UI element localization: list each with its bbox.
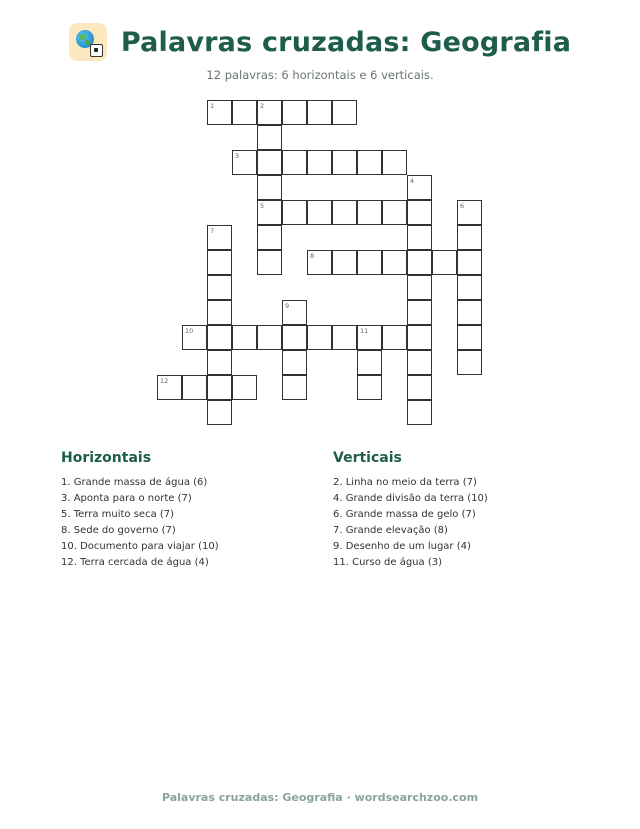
- grid-cell[interactable]: [407, 200, 432, 225]
- grid-cell[interactable]: [207, 350, 232, 375]
- grid-cell[interactable]: [257, 125, 282, 150]
- grid-cell[interactable]: [332, 200, 357, 225]
- down-clue-list: [333, 475, 593, 571]
- clue-number: 1: [210, 102, 215, 110]
- grid-cell[interactable]: [282, 350, 307, 375]
- globe-logo-icon: [69, 23, 107, 61]
- grid-cell[interactable]: [407, 225, 432, 250]
- grid-cell[interactable]: [232, 325, 257, 350]
- grid-cell[interactable]: [282, 300, 307, 325]
- grid-cell[interactable]: [407, 375, 432, 400]
- clue-item: 1. Grande massa de água (6): [61, 477, 208, 488]
- grid-cell[interactable]: [382, 325, 407, 350]
- clue-item: 6. Grande massa de gelo (7): [333, 509, 476, 520]
- grid-cell[interactable]: [232, 150, 257, 175]
- puzzle-subtitle: 12 palavras: 6 horizontais e 6 verticais.: [206, 68, 434, 82]
- grid-cell[interactable]: [282, 100, 307, 125]
- clue-item: 8. Sede do governo (7): [61, 525, 176, 536]
- grid-cell[interactable]: [407, 400, 432, 425]
- across-clue-list: [61, 475, 311, 571]
- clue-item: 10. Documento para viajar (10): [61, 541, 219, 552]
- clue-item: 7. Grande elevação (8): [333, 525, 448, 536]
- grid-cell[interactable]: [182, 325, 207, 350]
- grid-cell[interactable]: [407, 300, 432, 325]
- grid-cell[interactable]: [457, 300, 482, 325]
- grid-cell[interactable]: [407, 350, 432, 375]
- clue-number: 7: [210, 227, 215, 235]
- grid-cell[interactable]: [332, 325, 357, 350]
- grid-cell[interactable]: [207, 300, 232, 325]
- page-header: [0, 23, 640, 61]
- grid-cell[interactable]: [457, 250, 482, 275]
- grid-cell[interactable]: [457, 325, 482, 350]
- grid-cell[interactable]: [257, 225, 282, 250]
- grid-cell[interactable]: [232, 100, 257, 125]
- grid-cell[interactable]: [282, 150, 307, 175]
- grid-cell[interactable]: [432, 250, 457, 275]
- grid-cell[interactable]: [257, 325, 282, 350]
- grid-cell[interactable]: [207, 275, 232, 300]
- clue-item: 12. Terra cercada de água (4): [61, 557, 209, 568]
- grid-cell[interactable]: [457, 225, 482, 250]
- grid-cell[interactable]: [182, 375, 207, 400]
- clue-number: 3: [235, 152, 240, 160]
- grid-cell[interactable]: [382, 150, 407, 175]
- grid-cell[interactable]: [457, 200, 482, 225]
- clue-number: 6: [460, 202, 465, 210]
- grid-cell[interactable]: [157, 375, 182, 400]
- grid-cell[interactable]: [257, 250, 282, 275]
- grid-cell[interactable]: [257, 175, 282, 200]
- grid-cell[interactable]: [382, 250, 407, 275]
- grid-cell[interactable]: [257, 100, 282, 125]
- grid-cell[interactable]: [457, 350, 482, 375]
- grid-cell[interactable]: [332, 150, 357, 175]
- clue-item: 11. Curso de água (3): [333, 557, 442, 568]
- grid-cell[interactable]: [207, 225, 232, 250]
- grid-cell[interactable]: [307, 250, 332, 275]
- grid-cell[interactable]: [207, 400, 232, 425]
- grid-cell[interactable]: [357, 250, 382, 275]
- grid-cell[interactable]: [307, 200, 332, 225]
- clue-number: 2: [260, 102, 265, 110]
- grid-cell[interactable]: [357, 375, 382, 400]
- grid-cell[interactable]: [457, 275, 482, 300]
- grid-cell[interactable]: [357, 200, 382, 225]
- grid-cell[interactable]: [282, 375, 307, 400]
- clue-item: 4. Grande divisão da terra (10): [333, 493, 488, 504]
- grid-cell[interactable]: [207, 250, 232, 275]
- grid-cell[interactable]: [357, 150, 382, 175]
- clue-number: 4: [410, 177, 415, 185]
- grid-cell[interactable]: [332, 250, 357, 275]
- page-footer: Palavras cruzadas: Geografia · wordsearchzoo.com: [161, 791, 479, 804]
- down-clues: [333, 450, 593, 571]
- clue-item: 3. Aponta para o norte (7): [61, 493, 192, 504]
- dice-icon: [90, 44, 103, 57]
- grid-cell[interactable]: [357, 325, 382, 350]
- grid-cell[interactable]: [257, 200, 282, 225]
- down-heading: Verticais: [333, 450, 402, 466]
- grid-cell[interactable]: [232, 375, 257, 400]
- clue-number: 11: [360, 327, 369, 335]
- grid-cell[interactable]: [207, 100, 232, 125]
- grid-cell[interactable]: [407, 175, 432, 200]
- across-heading: Horizontais: [61, 450, 152, 466]
- grid-cell[interactable]: [407, 325, 432, 350]
- grid-cell[interactable]: [257, 150, 282, 175]
- grid-cell[interactable]: [407, 250, 432, 275]
- clue-number: 10: [185, 327, 194, 335]
- grid-cell[interactable]: [407, 275, 432, 300]
- grid-cell[interactable]: [307, 150, 332, 175]
- grid-cell[interactable]: [332, 100, 357, 125]
- grid-cell[interactable]: [357, 350, 382, 375]
- grid-cell[interactable]: [307, 325, 332, 350]
- grid-cell[interactable]: [282, 325, 307, 350]
- clue-number: 5: [260, 202, 265, 210]
- grid-cell[interactable]: [307, 100, 332, 125]
- clue-item: 2. Linha no meio da terra (7): [333, 477, 477, 488]
- grid-cell[interactable]: [282, 200, 307, 225]
- grid-cell[interactable]: [207, 325, 232, 350]
- grid-cell[interactable]: [382, 200, 407, 225]
- clue-item: 9. Desenho de um lugar (4): [333, 541, 471, 552]
- clue-item: 5. Terra muito seca (7): [61, 509, 175, 520]
- across-clues: [61, 450, 311, 571]
- clue-number: 12: [160, 377, 169, 385]
- clue-number: 9: [285, 302, 290, 310]
- clue-number: 8: [310, 252, 315, 260]
- page-title: Palavras cruzadas: Geografia: [120, 26, 572, 58]
- grid-cell[interactable]: [207, 375, 232, 400]
